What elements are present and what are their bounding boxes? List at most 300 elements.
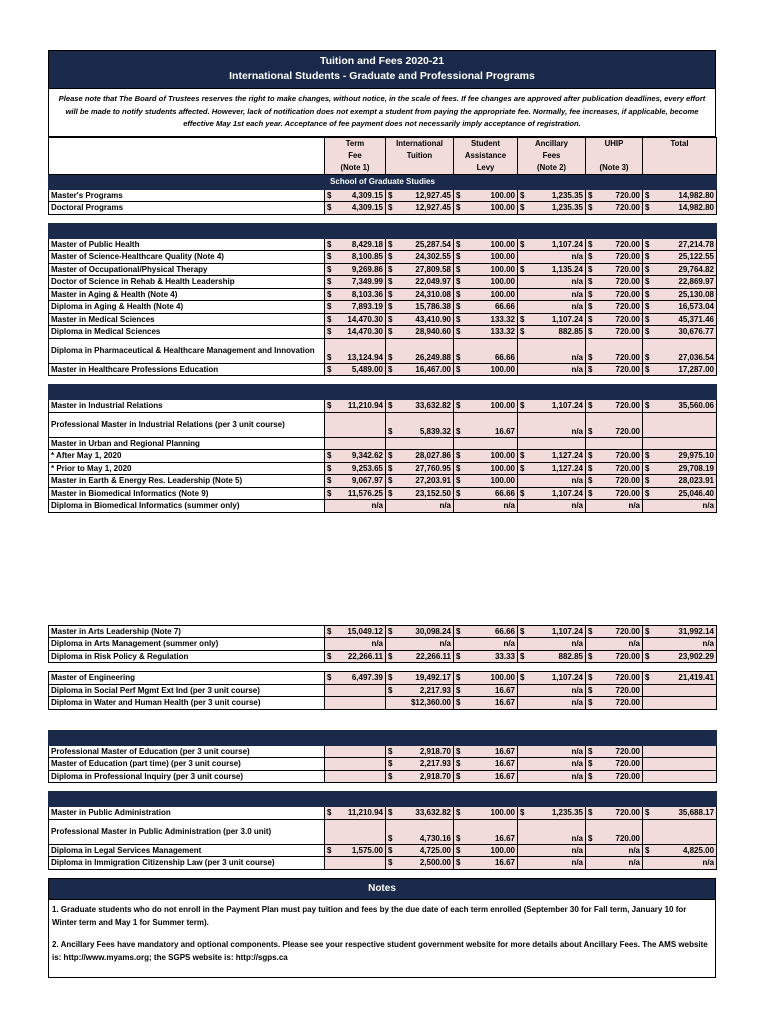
- fee-value: 35,560.06: [678, 401, 714, 411]
- fee-value: 27,760.95: [415, 463, 451, 473]
- currency-symbol: $: [588, 352, 593, 362]
- fee-cell: [586, 276, 643, 289]
- fee-cell: [518, 638, 586, 651]
- row-spacer: [49, 214, 717, 223]
- currency-symbol: $: [645, 401, 650, 411]
- currency-symbol: $: [388, 451, 393, 461]
- table-row: [49, 697, 717, 710]
- fee-value: 720.00: [615, 352, 640, 362]
- table-row: [49, 363, 717, 376]
- fee-value: n/a: [702, 639, 714, 649]
- program-name: Master in Earth & Energy Res. Leadership (Note 5): [49, 475, 325, 488]
- fee-value: 15,786.38: [415, 302, 451, 312]
- fee-value: 27,036.54: [678, 352, 714, 362]
- fee-cell: [386, 500, 454, 513]
- fee-value: 2,500.00: [419, 858, 451, 868]
- fee-cell: [325, 437, 386, 450]
- currency-symbol: $: [327, 808, 332, 818]
- fee-cell: [586, 462, 643, 475]
- fee-cell: [454, 202, 518, 215]
- currency-symbol: $: [456, 277, 461, 287]
- currency-symbol: $: [327, 203, 332, 213]
- fee-cell: [518, 400, 586, 413]
- fee-cell: [454, 313, 518, 326]
- fee-value: 720.00: [615, 277, 640, 287]
- fee-cell: [325, 189, 386, 202]
- currency-symbol: $: [520, 239, 525, 249]
- fee-value: 8,100.85: [351, 252, 383, 262]
- currency-symbol: $: [645, 808, 650, 818]
- currency-symbol: $: [388, 651, 393, 661]
- program-name: Diploma in Water and Human Health (per 3 unit course): [49, 697, 325, 710]
- currency-symbol: $: [588, 203, 593, 213]
- fee-value: 7,349.99: [351, 277, 383, 287]
- fee-value: 16.67: [494, 426, 515, 436]
- fee-cell: [386, 684, 454, 697]
- fee-value: 16,573.04: [678, 302, 714, 312]
- currency-symbol: $: [588, 302, 593, 312]
- fee-cell: [586, 697, 643, 710]
- fee-cell: [586, 758, 643, 771]
- currency-symbol: $: [645, 239, 650, 249]
- fee-value: 1,107.24: [551, 401, 583, 411]
- column-header: [518, 137, 586, 174]
- fee-cell: [454, 276, 518, 289]
- fee-value: 720.00: [615, 314, 640, 324]
- fee-cell: [325, 650, 386, 663]
- program-name: Master in Urban and Regional Planning: [49, 437, 325, 450]
- fee-cell: [586, 819, 643, 844]
- fee-value: 720.00: [615, 203, 640, 213]
- currency-symbol: $: [456, 651, 461, 661]
- currency-symbol: $: [645, 845, 650, 855]
- fee-cell: [454, 363, 518, 376]
- fee-cell: [518, 202, 586, 215]
- fee-cell: [643, 363, 717, 376]
- fee-cell: [643, 301, 717, 314]
- currency-symbol: $: [388, 314, 393, 324]
- fee-value: 8,103.36: [351, 289, 383, 299]
- currency-symbol: $: [388, 401, 393, 411]
- fee-cell: [325, 450, 386, 463]
- fee-cell: [643, 276, 717, 289]
- table-row: [49, 819, 717, 844]
- fee-value: 33.33: [494, 651, 515, 661]
- fee-value: n/a: [571, 639, 583, 649]
- fee-value: 720.00: [615, 685, 640, 695]
- fee-cell: [325, 500, 386, 513]
- currency-symbol: $: [520, 673, 525, 683]
- fee-value: 720.00: [615, 252, 640, 262]
- fee-cell: [518, 819, 586, 844]
- fee-cell: [643, 844, 717, 857]
- row-spacer-cell: [49, 214, 717, 223]
- fee-cell: [325, 238, 386, 251]
- fee-value: 45,371.46: [678, 314, 714, 324]
- fee-cell: [643, 650, 717, 663]
- fee-cell: [386, 276, 454, 289]
- fee-value: 720.00: [615, 746, 640, 756]
- currency-symbol: $: [588, 264, 593, 274]
- currency-symbol: $: [388, 746, 393, 756]
- fee-cell: [643, 202, 717, 215]
- fee-value: 22,049.97: [415, 277, 451, 287]
- currency-symbol: $: [588, 808, 593, 818]
- currency-symbol: $: [327, 252, 332, 262]
- fee-value: 66.66: [494, 488, 515, 498]
- fee-value: 35,688.17: [678, 808, 715, 818]
- note-2: 2. Ancillary Fees have mandatory and optional components. Please see your respective student government website for more details about Ancillary Fees. The AMS website is: http://www.myams.org; the SGPS website is: http://sgps.ca: [52, 939, 708, 962]
- table-row: [49, 487, 717, 500]
- fee-cell: [325, 251, 386, 264]
- fee-cell: [454, 857, 518, 870]
- currency-symbol: $: [588, 239, 593, 249]
- currency-symbol: $: [388, 289, 393, 299]
- currency-symbol: $: [388, 239, 393, 249]
- currency-symbol: $: [456, 488, 461, 498]
- currency-symbol: $: [388, 277, 393, 287]
- section-divider-label: School of Graduate Studies: [49, 174, 717, 189]
- fee-value: n/a: [571, 501, 583, 511]
- fee-value: 100.00: [490, 277, 515, 287]
- column-header-line: Fee: [348, 150, 362, 160]
- table-row: [49, 326, 717, 339]
- fee-value: 9,253.65: [351, 463, 383, 473]
- fee-value: n/a: [571, 845, 583, 855]
- column-header-line: (Note 3): [599, 162, 629, 172]
- row-spacer: [49, 376, 717, 385]
- fee-cell: [518, 844, 586, 857]
- fee-value: 133.32: [490, 314, 515, 324]
- table-row: [49, 437, 717, 450]
- fee-value: 5,489.00: [351, 364, 383, 374]
- fee-value: 16,467.00: [415, 364, 451, 374]
- fee-value: 1,127.24: [551, 463, 583, 473]
- fee-value: 19,492.17: [415, 673, 451, 683]
- fee-value: 27,203.91: [415, 476, 451, 486]
- fee-value: 2,918.70: [419, 771, 451, 781]
- program-name: Master in Arts Leadership (Note 7): [49, 625, 325, 638]
- column-header-line: [645, 150, 714, 162]
- fee-cell: [325, 745, 386, 758]
- currency-symbol: $: [645, 264, 650, 274]
- fee-value: 22,266.11: [415, 651, 451, 661]
- fee-cell: [643, 638, 717, 651]
- currency-symbol: $: [588, 626, 593, 636]
- currency-symbol: $: [645, 364, 650, 374]
- fee-cell: [643, 770, 717, 783]
- column-header: [325, 137, 386, 174]
- fee-cell: [518, 338, 586, 363]
- fee-cell: [586, 400, 643, 413]
- fee-cell: [586, 437, 643, 450]
- fee-cell: [325, 276, 386, 289]
- fee-value: 720.00: [615, 833, 640, 843]
- row-spacer: [49, 783, 717, 792]
- row-spacer-cell: [49, 376, 717, 385]
- fee-value: 720.00: [615, 651, 640, 661]
- fee-value: 14,470.30: [347, 314, 383, 324]
- fee-cell: [643, 697, 717, 710]
- currency-symbol: $: [645, 488, 650, 498]
- fee-cell: [454, 844, 518, 857]
- table-row: [49, 288, 717, 301]
- fee-value: 24,302.55: [415, 252, 451, 262]
- currency-symbol: $: [588, 685, 593, 695]
- currency-symbol: $: [645, 252, 650, 262]
- currency-symbol: $: [388, 302, 393, 312]
- currency-symbol: $: [588, 277, 593, 287]
- currency-symbol: $: [388, 476, 393, 486]
- program-name: Master in Aging & Health (Note 4): [49, 288, 325, 301]
- currency-symbol: $: [388, 364, 393, 374]
- fee-value: 720.00: [615, 626, 640, 636]
- fee-value: 1,575.00: [351, 845, 383, 855]
- column-header: [643, 137, 717, 174]
- table-row: [49, 500, 717, 513]
- title-line-1: Tuition and Fees 2020-21: [319, 55, 445, 67]
- fee-value: 16.67: [494, 759, 515, 769]
- currency-symbol: $: [327, 289, 332, 299]
- currency-symbol: $: [588, 190, 593, 200]
- fee-value: 720.00: [615, 364, 640, 374]
- table-row: [49, 450, 717, 463]
- currency-symbol: $: [456, 685, 461, 695]
- currency-symbol: $: [588, 463, 593, 473]
- fee-value: 100.00: [490, 239, 515, 249]
- fee-cell: [586, 326, 643, 339]
- fee-cell: [643, 857, 717, 870]
- fee-value: 100.00: [490, 845, 515, 855]
- currency-symbol: $: [520, 451, 525, 461]
- currency-symbol: $: [456, 327, 461, 337]
- fees-table-1: [48, 137, 717, 513]
- table-row: [49, 462, 717, 475]
- program-name: Diploma in Biomedical Informatics (summer only): [49, 500, 325, 513]
- fee-cell: [454, 807, 518, 820]
- table-row: [49, 263, 717, 276]
- section-divider-label: [49, 223, 717, 238]
- fee-value: 720.00: [615, 488, 640, 498]
- fee-value: n/a: [439, 501, 451, 511]
- currency-symbol: $: [388, 190, 393, 200]
- fee-cell: [325, 844, 386, 857]
- fee-value: 13,124.94: [347, 352, 383, 362]
- currency-symbol: $: [388, 858, 393, 868]
- table-row: [49, 672, 717, 685]
- fee-value: n/a: [571, 833, 583, 843]
- notes-body: [48, 900, 716, 978]
- fee-cell: [386, 745, 454, 758]
- fee-value: n/a: [571, 352, 583, 362]
- fee-cell: [454, 500, 518, 513]
- currency-symbol: $: [645, 203, 650, 213]
- fee-cell: [325, 625, 386, 638]
- fee-value: 100.00: [490, 401, 515, 411]
- currency-symbol: $: [456, 352, 461, 362]
- fee-cell: [643, 189, 717, 202]
- fee-cell: [586, 844, 643, 857]
- fee-value: 720.00: [615, 451, 640, 461]
- fee-value: 8,429.18: [351, 239, 383, 249]
- table-row: [49, 770, 717, 783]
- fee-cell: [643, 288, 717, 301]
- currency-symbol: $: [456, 302, 461, 312]
- fee-cell: [586, 770, 643, 783]
- fee-value: 66.66: [494, 352, 515, 362]
- fee-value: 22,266.11: [347, 651, 383, 661]
- fee-cell: [518, 450, 586, 463]
- fee-value: 9,269.86: [351, 264, 383, 274]
- column-header-line: [645, 162, 714, 174]
- fee-cell: [454, 625, 518, 638]
- fee-cell: [386, 450, 454, 463]
- fee-value: n/a: [571, 858, 583, 868]
- currency-symbol: $: [327, 314, 332, 324]
- fee-cell: [386, 625, 454, 638]
- fee-value: 5,839.32: [419, 426, 451, 436]
- fee-cell: [518, 672, 586, 685]
- fee-value: 33,632.82: [415, 808, 451, 818]
- program-name: Master in Public Administration: [49, 807, 325, 820]
- notes-title: Notes: [48, 878, 716, 900]
- currency-symbol: $: [327, 488, 332, 498]
- fee-value: n/a: [571, 252, 583, 262]
- currency-symbol: $: [520, 203, 525, 213]
- note-1: 1. Graduate students who do not enroll in the Payment Plan must pay tuition and fees by the due date of each term enrolled (September 30 for Fall term, January 10 for Winter term and May 1 for Summer term).: [52, 904, 687, 927]
- currency-symbol: $: [327, 401, 332, 411]
- fee-cell: [586, 487, 643, 500]
- fee-cell: [586, 745, 643, 758]
- fee-cell: [586, 857, 643, 870]
- fee-value: 720.00: [615, 673, 640, 683]
- fee-cell: [325, 475, 386, 488]
- fee-value: 11,210.94: [347, 401, 383, 411]
- currency-symbol: $: [588, 364, 593, 374]
- fee-value: 43,410.90: [415, 314, 451, 324]
- section-divider-label: [49, 730, 717, 745]
- fee-cell: [386, 650, 454, 663]
- fee-value: 1,235.35: [551, 808, 583, 818]
- currency-symbol: $: [588, 833, 593, 843]
- section-divider: [49, 730, 717, 745]
- fee-cell: [325, 462, 386, 475]
- fee-value: 25,287.54: [415, 239, 451, 249]
- fee-value: 28,027.86: [415, 451, 451, 461]
- fee-cell: [518, 697, 586, 710]
- table-row: [49, 844, 717, 857]
- fee-value: n/a: [503, 639, 515, 649]
- currency-symbol: $: [645, 289, 650, 299]
- currency-symbol: $: [645, 190, 650, 200]
- fee-value: n/a: [439, 639, 451, 649]
- fee-cell: [643, 263, 717, 276]
- fee-cell: [518, 326, 586, 339]
- program-name: Doctoral Programs: [49, 202, 325, 215]
- fee-cell: [518, 189, 586, 202]
- currency-symbol: $: [520, 463, 525, 473]
- fee-value: n/a: [571, 476, 583, 486]
- currency-symbol: $: [645, 626, 650, 636]
- currency-symbol: $: [388, 626, 393, 636]
- program-name: Diploma in Medical Sciences: [49, 326, 325, 339]
- currency-symbol: $: [456, 698, 461, 708]
- fee-value: 1,107.24: [551, 673, 583, 683]
- board-notice: Please note that The Board of Trustees reserves the right to make changes, without notice, in the scale of fees. If fee changes are approved after publication deadlines, every effort will be made to notify students affected. However, lack of notification does not exempt a student from paying the appropriate fee. Normally, fee increases, if applicable, become effective May 1st each year. Acceptance of fee payment does not necessarily imply acceptance of registration.: [48, 89, 716, 137]
- fee-cell: [386, 202, 454, 215]
- currency-symbol: $: [588, 252, 593, 262]
- title-line-2: International Students - Graduate and Professional Programs: [229, 70, 535, 82]
- currency-symbol: $: [327, 364, 332, 374]
- table-row: [49, 625, 717, 638]
- fee-value: 11,576.25: [347, 488, 383, 498]
- fee-value: 66.66: [494, 302, 515, 312]
- fee-cell: [518, 625, 586, 638]
- fee-value: 1,107.24: [551, 314, 583, 324]
- fee-cell: [518, 650, 586, 663]
- fee-value: 14,982.80: [678, 203, 714, 213]
- column-header-line: Tuition: [406, 150, 433, 160]
- fee-cell: [325, 412, 386, 437]
- column-header-line: International: [396, 138, 443, 148]
- column-header-line: Student: [470, 138, 501, 148]
- currency-symbol: $: [327, 673, 332, 683]
- fee-cell: [386, 487, 454, 500]
- fee-value: 720.00: [615, 264, 640, 274]
- currency-symbol: $: [388, 327, 393, 337]
- fee-value: 4,309.15: [351, 203, 383, 213]
- section-divider: [49, 174, 717, 189]
- fee-cell: [586, 189, 643, 202]
- fee-value: n/a: [628, 639, 640, 649]
- currency-symbol: $: [588, 289, 593, 299]
- currency-symbol: $: [456, 203, 461, 213]
- fee-cell: [386, 326, 454, 339]
- table-row: [49, 745, 717, 758]
- fee-cell: [325, 770, 386, 783]
- fee-value: 25,130.08: [678, 289, 714, 299]
- fee-value: 720.00: [615, 289, 640, 299]
- fee-cell: [518, 238, 586, 251]
- fee-value: 29,975.10: [678, 451, 714, 461]
- fee-cell: [454, 745, 518, 758]
- fee-cell: [518, 500, 586, 513]
- fee-cell: [518, 770, 586, 783]
- fee-cell: [454, 462, 518, 475]
- currency-symbol: $: [456, 771, 461, 781]
- fee-value: 720.00: [615, 808, 640, 818]
- fee-value: n/a: [371, 639, 383, 649]
- fee-value: 6,497.39: [351, 673, 383, 683]
- program-name: Diploma in Arts Management (summer only): [49, 638, 325, 651]
- fee-value: $12,360.00: [410, 698, 451, 708]
- fee-cell: [518, 462, 586, 475]
- fee-value: 9,067.97: [351, 476, 383, 486]
- table-row: [49, 758, 717, 771]
- fee-cell: [518, 684, 586, 697]
- fee-cell: [454, 251, 518, 264]
- column-header-line: [388, 162, 451, 174]
- fee-cell: [454, 238, 518, 251]
- fee-cell: [454, 475, 518, 488]
- currency-symbol: $: [520, 808, 525, 818]
- fee-value: 100.00: [490, 463, 515, 473]
- currency-symbol: $: [327, 626, 332, 636]
- fee-cell: [325, 313, 386, 326]
- fee-value: 11,210.94: [347, 808, 383, 818]
- table-row: [49, 189, 717, 202]
- fee-cell: [325, 672, 386, 685]
